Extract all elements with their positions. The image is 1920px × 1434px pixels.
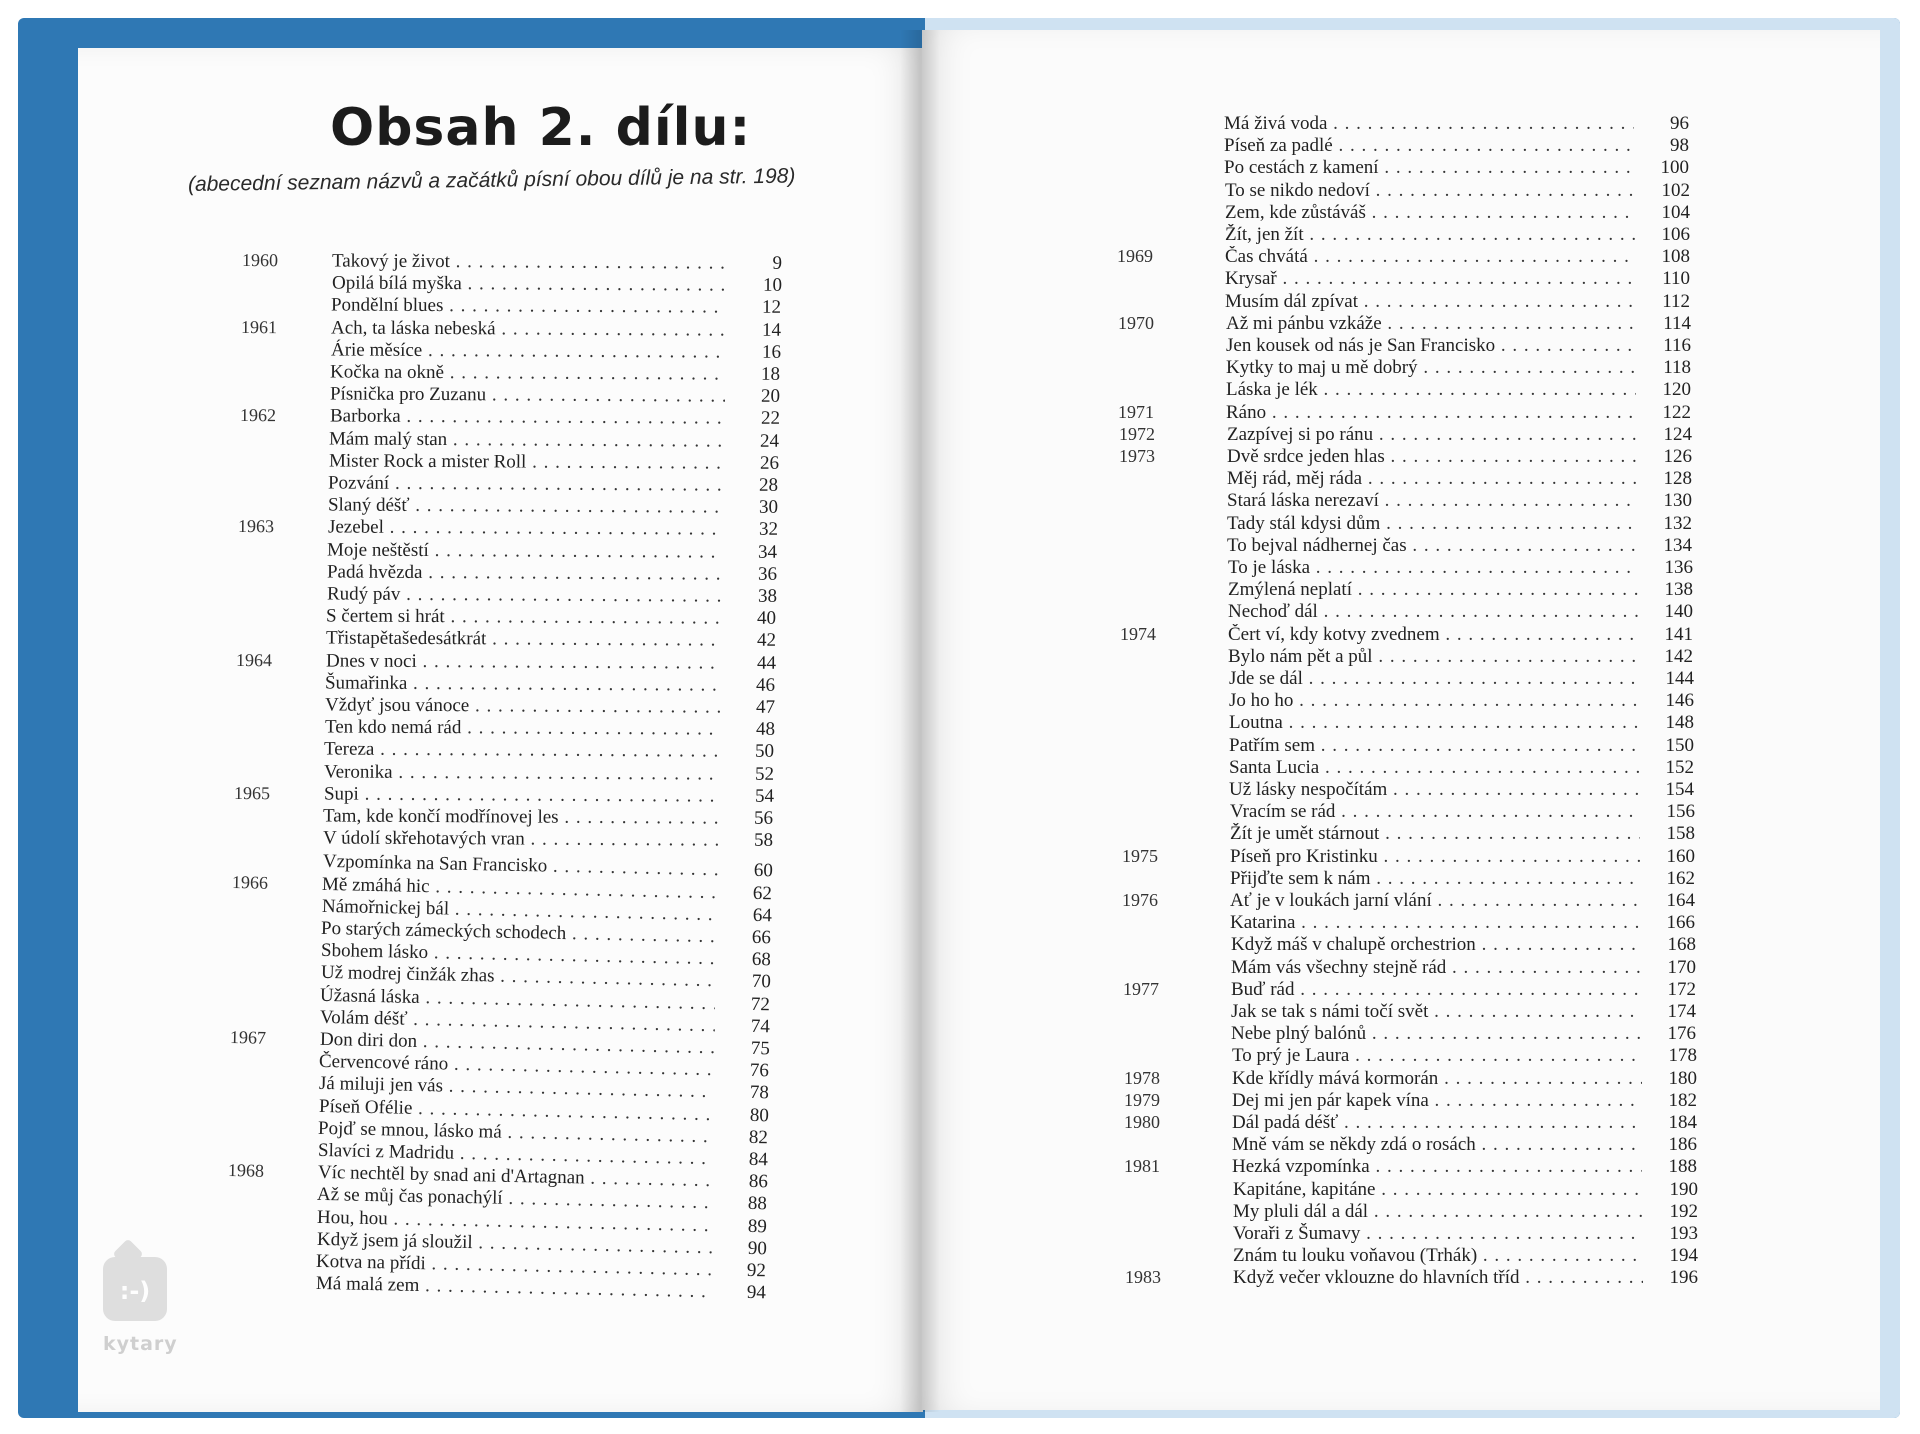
toc-row — [1125, 1245, 1705, 1267]
toc-year: 1961 — [240, 316, 278, 337]
toc-song-title: Kytky to maj u mě dobrý . . . — [1226, 357, 1636, 379]
toc-page-number: 126 — [1663, 446, 1692, 467]
toc-song-title: Loutna . . . — [1229, 712, 1639, 734]
toc-page-number: 14 — [761, 319, 782, 341]
toc-page-number: 142 — [1664, 645, 1693, 667]
toc-song-title: Kotva na přídi . . . — [316, 1251, 711, 1281]
toc-row — [1123, 979, 1703, 1001]
toc-page-number: 144 — [1665, 668, 1694, 689]
toc-page-number: 104 — [1661, 201, 1690, 223]
toc-song-title: Slaný déšť . . . — [328, 495, 723, 519]
toc-year: 1980 — [1124, 1112, 1160, 1132]
toc-row — [1118, 402, 1698, 424]
toc-row — [1120, 557, 1700, 579]
toc-song-title: Árie měsíce . . . — [331, 339, 726, 363]
toc-page-number: 110 — [1662, 268, 1690, 290]
toc-year: 1971 — [1118, 401, 1154, 422]
toc-song-title: Moje neštěstí . . . — [327, 539, 722, 563]
toc-page-number: 196 — [1669, 1267, 1698, 1289]
toc-row — [1122, 890, 1702, 912]
toc-song-title: Má živá voda . . . — [1224, 113, 1634, 135]
toc-page-number: 193 — [1669, 1223, 1698, 1244]
toc-page-number: 174 — [1667, 1001, 1696, 1022]
toc-song-title: Katarina . . . — [1230, 912, 1640, 934]
toc-page-number: 140 — [1664, 601, 1693, 623]
toc-song-title: Po cestách z kamení . . . — [1224, 157, 1634, 179]
toc-page-number: 36 — [757, 563, 778, 585]
toc-row — [1123, 1001, 1703, 1023]
toc-song-title: Já miluji jen vás . . . — [319, 1073, 714, 1103]
toc-song-title: My pluli dál a dál . . . — [1233, 1201, 1643, 1223]
toc-row — [1120, 646, 1700, 668]
toc-song-title: Mám vás všechny stejně rád . . . — [1231, 957, 1641, 979]
toc-row — [1116, 113, 1696, 135]
toc-page-number: 56 — [753, 807, 774, 829]
toc-page-number: 89 — [747, 1215, 768, 1237]
toc-page-number: 76 — [749, 1060, 770, 1082]
toc-year: 1967 — [229, 1027, 267, 1048]
toc-page-number: 38 — [757, 585, 778, 607]
toc-page-number: 132 — [1663, 512, 1692, 534]
toc-page-number: 32 — [758, 519, 779, 541]
toc-row — [1122, 868, 1702, 890]
toc-song-title: Mister Rock a mister Roll . . . — [329, 450, 724, 474]
toc-song-title: Dej mi jen pár kapek vína . . . — [1232, 1090, 1642, 1112]
toc-page-number: 82 — [748, 1126, 769, 1149]
toc-page-number: 156 — [1666, 801, 1695, 823]
toc-page-number: 24 — [759, 430, 780, 452]
toc-song-title: Když máš v chalupě orchestrion . . . — [1231, 934, 1641, 956]
toc-row — [1117, 202, 1697, 224]
toc-song-title: Jezebel . . . — [328, 517, 723, 541]
toc-page-number: 192 — [1669, 1200, 1698, 1222]
toc-page-number: 78 — [749, 1082, 770, 1104]
toc-song-title: Měj rád, měj ráda . . . — [1227, 468, 1637, 490]
toc-row — [1118, 357, 1698, 379]
toc-row — [1121, 735, 1701, 757]
toc-page-number: 158 — [1666, 823, 1695, 845]
toc-year: 1972 — [1119, 423, 1155, 444]
toc-page-number: 182 — [1668, 1089, 1697, 1111]
toc-row — [1117, 291, 1697, 313]
toc-page-number: 124 — [1663, 423, 1692, 445]
toc-row — [1125, 1201, 1705, 1223]
toc-year: 1964 — [235, 649, 273, 670]
toc-song-title: Stará láska nerezaví . . . — [1227, 490, 1637, 512]
toc-song-title: Jde se dál . . . — [1229, 668, 1639, 690]
toc-page-number: 150 — [1665, 734, 1694, 756]
toc-song-title: Už lásky nespočítám . . . — [1229, 779, 1639, 801]
toc-song-title: Volám déšť . . . — [320, 1007, 715, 1037]
toc-page-number: 130 — [1663, 490, 1692, 512]
toc-row — [1125, 1267, 1705, 1289]
toc-song-title: Vždyť jsou vánoce . . . — [325, 694, 720, 718]
toc-song-title: Don diri don . . . — [320, 1029, 715, 1059]
toc-song-title: Dnes v noci . . . — [326, 650, 721, 674]
toc-row — [1121, 668, 1701, 690]
toc-page-number: 47 — [755, 696, 776, 718]
toc-song-title: Námořnickej bál . . . — [322, 896, 717, 926]
toc-song-title: Úžasná láska . . . — [320, 984, 715, 1014]
toc-song-title: Krysař . . . — [1225, 268, 1635, 290]
toc-page-number: 186 — [1668, 1134, 1697, 1156]
toc-song-title: Písnička pro Zuzanu . . . — [330, 384, 725, 408]
toc-song-title: Kde křídly mává kormorán . . . — [1232, 1068, 1642, 1090]
toc-page-number: 74 — [750, 1015, 771, 1038]
toc-song-title: Když večer vklouzne do hlavních tříd . . . — [1233, 1267, 1643, 1289]
toc-year: 1966 — [231, 871, 269, 893]
toc-song-title: Patřím sem . . . — [1229, 735, 1639, 757]
toc-song-title: S čertem si hrát . . . — [326, 606, 721, 630]
toc-song-title: Bylo nám pět a půl . . . — [1228, 646, 1638, 668]
toc-page-number: 122 — [1662, 401, 1691, 423]
toc-page-number: 90 — [747, 1237, 768, 1260]
toc-song-title: Červencové ráno . . . — [319, 1051, 714, 1081]
toc-page-number: 44 — [756, 652, 777, 674]
toc-page-number: 94 — [746, 1282, 767, 1304]
toc-song-title: Ten kdo nemá rád . . . — [325, 717, 720, 741]
toc-song-title: Jen kousek od nás je San Francisko . . . — [1226, 335, 1636, 357]
toc-row — [1124, 1090, 1704, 1112]
toc-page-number: 9 — [772, 252, 783, 274]
toc-song-title: Opilá bílá myška . . . — [332, 273, 727, 297]
toc-row — [1120, 601, 1700, 623]
toc-page-number: 106 — [1661, 224, 1690, 245]
toc-page-number: 128 — [1663, 468, 1692, 490]
toc-page-number: 114 — [1663, 312, 1691, 334]
toc-song-title: Žít, jen žít . . . — [1225, 224, 1635, 246]
toc-year: 1975 — [1122, 845, 1158, 866]
toc-song-title: Buď rád . . . — [1231, 979, 1641, 1001]
toc-page-number: 102 — [1661, 179, 1690, 201]
toc-song-title: Slavíci z Madridu . . . — [318, 1140, 713, 1170]
toc-song-title: Čas chvátá . . . — [1225, 246, 1635, 268]
toc-song-title: Zmýlená neplatí . . . — [1228, 579, 1638, 601]
toc-page-number: 68 — [751, 949, 772, 971]
toc-page-number: 180 — [1668, 1067, 1697, 1089]
toc-page-number: 10 — [762, 274, 783, 297]
page-title: Obsah 2. dílu: — [330, 98, 752, 158]
toc-row — [1119, 446, 1699, 468]
toc-song-title: Pojď se mnou, lásko má . . . — [318, 1118, 713, 1148]
toc-song-title: Barborka . . . — [330, 406, 725, 430]
toc-row — [1122, 823, 1702, 845]
toc-page-number: 50 — [754, 741, 775, 763]
toc-song-title: Pondělní blues . . . — [331, 295, 726, 319]
toc-page-number: 120 — [1662, 379, 1691, 401]
toc-song-title: Ach, ta láska nebeská . . . — [331, 317, 726, 341]
toc-song-title: Jak se tak s námi točí svět . . . — [1231, 1001, 1641, 1023]
toc-year: 1981 — [1124, 1156, 1160, 1177]
toc-row — [1117, 180, 1697, 202]
toc-song-title: Píseň za padlé . . . — [1224, 135, 1634, 157]
toc-page-number: 60 — [753, 860, 774, 882]
toc-song-title: Dvě srdce jeden hlas . . . — [1227, 446, 1637, 468]
toc-page-number: 112 — [1662, 290, 1690, 312]
toc-song-title: To prý je Laura . . . — [1232, 1045, 1642, 1067]
toc-row — [1119, 424, 1699, 446]
toc-row — [1121, 757, 1701, 779]
toc-song-title: Už modrej činžák zhas . . . — [321, 962, 716, 992]
toc-year: 1978 — [1124, 1067, 1160, 1088]
toc-song-title: Až se můj čas ponachýlí . . . — [317, 1184, 712, 1214]
toc-page-number: 98 — [1670, 135, 1689, 157]
toc-page-number: 160 — [1666, 845, 1695, 867]
toc-year: 1977 — [1123, 978, 1159, 999]
toc-year: 1979 — [1124, 1089, 1160, 1110]
toc-row — [1124, 1156, 1704, 1178]
toc-page-number: 40 — [756, 607, 777, 630]
toc-page-number: 16 — [761, 341, 782, 363]
toc-row — [1119, 535, 1699, 557]
toc-year: 1968 — [227, 1160, 265, 1181]
toc-page-number: 64 — [752, 904, 773, 927]
toc-row — [1124, 1045, 1704, 1067]
toc-page-number: 46 — [755, 674, 776, 696]
toc-song-title: Hezká vzpomínka . . . — [1232, 1156, 1642, 1178]
toc-page-number: 88 — [747, 1193, 768, 1215]
toc-page-number: 86 — [748, 1171, 769, 1193]
toc-page-number: 152 — [1665, 756, 1694, 778]
toc-song-title: Zem, kde zůstáváš . . . — [1225, 202, 1635, 224]
toc-song-title: Žít je umět stárnout . . . — [1230, 823, 1640, 845]
page-subtitle: (abecední seznam názvů a začátků písní obou dílů je na str. 198) — [187, 164, 796, 196]
toc-song-title: Supi . . . — [324, 783, 719, 807]
toc-page-number: 194 — [1669, 1245, 1698, 1267]
toc-page-number: 164 — [1666, 890, 1695, 911]
toc-song-title: Po starých zámeckých schodech . . . — [321, 918, 716, 948]
toc-page-number: 178 — [1668, 1045, 1697, 1067]
toc-page-number: 138 — [1664, 579, 1693, 601]
toc-row — [1118, 379, 1698, 401]
toc-row — [1125, 1179, 1705, 1201]
toc-row — [1116, 135, 1696, 157]
toc-song-title: Má malá zem . . . — [316, 1273, 711, 1303]
toc-song-title: Voraři z Šumavy . . . — [1233, 1223, 1643, 1245]
toc-page-number: 100 — [1660, 157, 1689, 179]
toc-song-title: Hou, hou . . . — [317, 1206, 712, 1236]
toc-page-number: 72 — [750, 993, 771, 1015]
toc-page-number: 176 — [1667, 1023, 1696, 1045]
toc-page-number: 34 — [757, 541, 778, 563]
toc-song-title: Nechoď dál . . . — [1228, 601, 1638, 623]
toc-year: 1983 — [1125, 1267, 1161, 1288]
toc-song-title: Santa Lucia . . . — [1229, 757, 1639, 779]
toc-song-title: To se nikdo nedoví . . . — [1225, 180, 1635, 202]
toc-song-title: Kapitáne, kapitáne . . . — [1233, 1179, 1643, 1201]
toc-page-number: 70 — [751, 971, 772, 993]
toc-page-number: 20 — [760, 385, 781, 408]
toc-page-number: 22 — [760, 408, 781, 430]
toc-song-title: Až mi pánbu vzkáže . . . — [1226, 313, 1636, 335]
toc-page-number: 136 — [1664, 557, 1693, 578]
toc-song-title: Jo ho ho . . . — [1229, 690, 1639, 712]
toc-song-title: Tady stál kdysi dům . . . — [1227, 513, 1637, 535]
toc-year: 1969 — [1117, 246, 1153, 267]
toc-song-title: Nebe plný balónů . . . — [1231, 1023, 1641, 1045]
toc-song-title: Píseň Ofélie . . . — [319, 1095, 714, 1125]
toc-song-title: Třistapětašedesátkrát . . . — [326, 628, 721, 652]
toc-page-number: 154 — [1665, 779, 1694, 800]
toc-page-number: 28 — [758, 474, 779, 496]
toc-song-title: Pozvání . . . — [328, 472, 723, 496]
toc-year: 1974 — [1120, 623, 1156, 644]
toc-page-number: 75 — [750, 1037, 771, 1060]
toc-song-title: Tereza . . . — [324, 739, 719, 763]
toc-page-number: 146 — [1665, 690, 1694, 712]
toc-page-number: 190 — [1669, 1178, 1698, 1200]
toc-song-title: Tam, kde končí modřínovej les . . . — [323, 805, 718, 829]
toc-row — [1124, 1112, 1704, 1134]
toc-page-number: 141 — [1664, 623, 1693, 645]
toc-page-number: 166 — [1666, 912, 1695, 934]
toc-row — [1119, 490, 1699, 512]
toc-row — [1120, 579, 1700, 601]
toc-page-number: 92 — [746, 1259, 767, 1282]
toc-row — [1121, 712, 1701, 734]
toc-row — [1123, 934, 1703, 956]
toc-page-number: 18 — [760, 363, 781, 385]
toc-song-title: Dál padá déšť . . . — [1232, 1112, 1642, 1134]
toc-row — [1119, 468, 1699, 490]
toc-song-title: Sbohem lásko . . . — [321, 940, 716, 970]
toc-page-number: 66 — [751, 926, 772, 949]
toc-song-title: Musím dál zpívat . . . — [1225, 291, 1635, 313]
toc-song-title: Mně vám se někdy zdá o rosách . . . — [1232, 1134, 1642, 1156]
toc-page-number: 12 — [761, 297, 782, 319]
toc-song-title: Takový je život . . . — [332, 250, 727, 274]
toc-row — [1122, 801, 1702, 823]
toc-row — [1120, 624, 1700, 646]
toc-row — [1121, 779, 1701, 801]
toc-page-number: 48 — [755, 718, 776, 741]
toc-row — [1121, 690, 1701, 712]
toc-page-number: 30 — [758, 496, 779, 519]
toc-song-title: Čert ví, kdy kotvy zvednem . . . — [1228, 624, 1638, 646]
toc-year: 1960 — [241, 250, 279, 271]
toc-page-number: 148 — [1665, 712, 1694, 734]
toc-row — [1119, 513, 1699, 535]
toc-song-title: Víc nechtěl by snad ani d'Artagnan . . . — [318, 1162, 713, 1192]
toc-page-number: 52 — [754, 763, 775, 785]
toc-page-number: 134 — [1663, 534, 1692, 556]
toc-song-title: Mám malý stan . . . — [329, 428, 724, 452]
toc-page-number: 172 — [1667, 978, 1696, 1000]
toc-row — [1116, 157, 1696, 179]
toc-page-number: 184 — [1668, 1112, 1697, 1133]
toc-song-title: Když jsem já sloužil . . . — [317, 1229, 712, 1259]
toc-page-number: 26 — [759, 452, 780, 474]
toc-song-title: Mě zmáhá hic . . . — [322, 873, 717, 903]
toc-song-title: Ráno . . . — [1226, 402, 1636, 424]
toc-page-number: 116 — [1663, 335, 1691, 356]
toc-song-title: Ať je v loukách jarní vlání . . . — [1230, 890, 1640, 912]
toc-page-number: 84 — [748, 1148, 769, 1171]
toc-page-number: 80 — [749, 1104, 770, 1126]
toc-page-number: 168 — [1667, 934, 1696, 956]
toc-row — [1117, 268, 1697, 290]
toc-row — [1123, 1023, 1703, 1045]
toc-year: 1962 — [239, 405, 277, 426]
toc-row — [1118, 335, 1698, 357]
toc-row — [1118, 313, 1698, 335]
toc-song-title: Kočka na okně . . . — [330, 361, 725, 385]
toc-song-title: To bejval nádhernej čas . . . — [1227, 535, 1637, 557]
toc-page-number: 42 — [756, 630, 777, 652]
toc-row — [1124, 1068, 1704, 1090]
toc-row — [1125, 1223, 1705, 1245]
toc-page-number: 54 — [754, 785, 775, 807]
toc-song-title: Veronika . . . — [324, 761, 719, 785]
toc-year: 1965 — [233, 782, 271, 803]
watermark-logo-icon: :-) — [103, 1257, 167, 1321]
toc-page-number: 188 — [1668, 1156, 1697, 1178]
toc-year: 1973 — [1119, 446, 1155, 466]
toc-row — [1123, 957, 1703, 979]
toc-song-title: Vzpomínka na San Francisko . . . — [323, 851, 718, 881]
toc-song-title: Rudý páv . . . — [327, 583, 722, 607]
toc-year: 1963 — [237, 516, 275, 537]
toc-song-title: Přijďte sem k nám . . . — [1230, 868, 1640, 890]
toc-song-title: To je láska . . . — [1228, 557, 1638, 579]
toc-song-title: Zazpívej si po ránu . . . — [1227, 424, 1637, 446]
toc-song-title: Vracím se rád . . . — [1230, 801, 1640, 823]
toc-row — [1117, 224, 1697, 246]
toc-year: 1970 — [1118, 312, 1154, 333]
toc-page-number: 108 — [1661, 246, 1690, 268]
toc-page-number: 58 — [753, 829, 774, 852]
toc-page-number: 96 — [1670, 113, 1689, 134]
toc-song-title: Šumařinka . . . — [325, 672, 720, 696]
toc-page-number: 170 — [1667, 956, 1696, 978]
toc-year: 1976 — [1122, 890, 1158, 910]
watermark-text: kytary — [103, 1333, 178, 1355]
toc-song-title: Znám tu louku voňavou (Trhák) . . . — [1233, 1245, 1643, 1267]
toc-row — [1122, 912, 1702, 934]
toc-song-title: Láska je lék . . . — [1226, 379, 1636, 401]
toc-row — [1117, 246, 1697, 268]
toc-page-number: 62 — [752, 882, 773, 904]
toc-song-title: V údolí skřehotavých vran . . . — [323, 828, 718, 852]
toc-song-title: Padá hvězda . . . — [327, 561, 722, 585]
toc-page-number: 118 — [1663, 357, 1691, 379]
toc-row — [1124, 1134, 1704, 1156]
toc-row — [1122, 846, 1702, 868]
toc-song-title: Píseň pro Kristinku . . . — [1230, 846, 1640, 868]
toc-page-number: 162 — [1666, 867, 1695, 889]
